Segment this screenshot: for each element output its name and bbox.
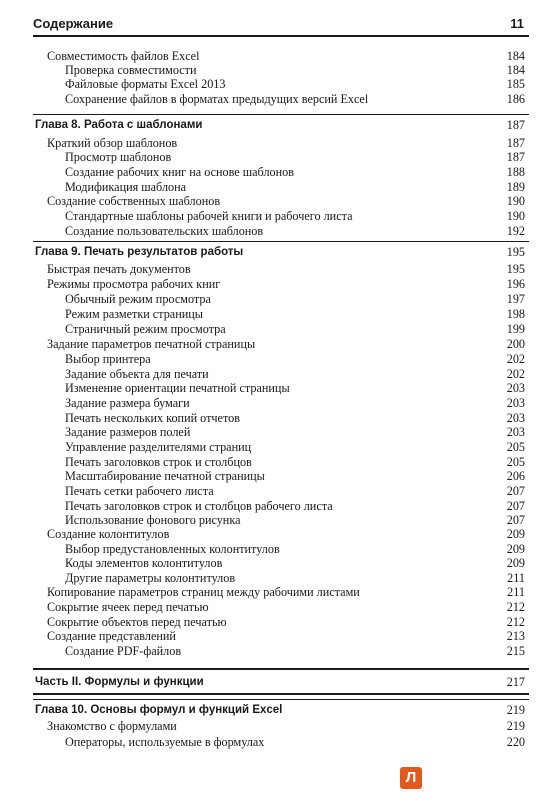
toc-entry-page: 188 bbox=[506, 165, 525, 179]
toc-entry-page: 196 bbox=[506, 277, 525, 291]
toc-entry-label: Создание колонтитулов bbox=[47, 527, 170, 541]
toc-entry-page: 206 bbox=[506, 469, 525, 483]
toc-entry-page: 190 bbox=[506, 209, 525, 223]
toc-row bbox=[33, 381, 529, 397]
toc-entry-label: Обычный режим просмотра bbox=[65, 292, 211, 306]
toc-row bbox=[33, 322, 529, 338]
toc-row bbox=[33, 440, 529, 456]
toc-entry-page: 199 bbox=[506, 322, 525, 336]
toc-entry-page: 207 bbox=[506, 513, 525, 527]
toc-entry-label: Режимы просмотра рабочих книг bbox=[47, 277, 221, 291]
toc-entry-page: 187 bbox=[506, 118, 525, 132]
toc-entry-page: 202 bbox=[506, 352, 525, 366]
toc-entry-page: 211 bbox=[507, 571, 525, 585]
toc-entry-label: Задание объекта для печати bbox=[65, 367, 209, 381]
toc-entry-label: Стандартные шаблоны рабочей книги и рабочего листа bbox=[65, 209, 353, 223]
toc-row bbox=[33, 469, 529, 485]
toc-entry-page: 209 bbox=[506, 542, 525, 556]
toc-entry-label: Задание размера бумаги bbox=[65, 396, 190, 410]
toc-row bbox=[33, 527, 529, 543]
toc-entry-label: Использование фонового рисунка bbox=[65, 513, 241, 527]
toc-entry-label: Печать заголовков строк и столбцов bbox=[65, 455, 252, 469]
toc-entry-page: 190 bbox=[506, 194, 525, 208]
toc-row bbox=[33, 735, 529, 751]
toc-chapter-row bbox=[33, 118, 529, 134]
toc-row bbox=[33, 165, 529, 181]
toc-entry-page: 200 bbox=[506, 337, 525, 351]
toc-entry-label: Сокрытие ячеек перед печатью bbox=[47, 600, 209, 614]
toc-entry-label: Задание параметров печатной страницы bbox=[47, 337, 256, 351]
toc-entry-label: Режим разметки страницы bbox=[65, 307, 203, 321]
toc-entry-page: 209 bbox=[506, 556, 525, 570]
toc-entry-label: Создание рабочих книг на основе шаблонов bbox=[65, 165, 294, 179]
toc-entry-page: 215 bbox=[506, 644, 525, 658]
toc-entry-label: Создание пользовательских шаблонов bbox=[65, 224, 264, 238]
toc-entry-label: Копирование параметров страниц между рабочими листами bbox=[47, 585, 360, 599]
toc-entry-page: 212 bbox=[506, 615, 525, 629]
toc-entry-page: 195 bbox=[506, 245, 525, 259]
toc-entry-page: 209 bbox=[506, 527, 525, 541]
toc-entry-page: 203 bbox=[506, 425, 525, 439]
toc-entry-label: Создание представлений bbox=[47, 629, 176, 643]
toc-row bbox=[33, 224, 529, 240]
toc-entry-page: 187 bbox=[506, 150, 525, 164]
toc-entry-page: 186 bbox=[506, 92, 525, 106]
toc-row bbox=[33, 292, 529, 308]
toc-entry-page: 192 bbox=[506, 224, 525, 238]
toc-row bbox=[33, 262, 529, 278]
section-divider bbox=[33, 114, 529, 115]
toc-row bbox=[33, 629, 529, 645]
toc-entry-label: Сохранение файлов в форматах предыдущих версий Excel bbox=[65, 92, 369, 106]
toc-entry-page: 207 bbox=[506, 484, 525, 498]
toc-entry-page: 184 bbox=[506, 63, 525, 77]
toc-entry-page: 203 bbox=[506, 396, 525, 410]
toc-entry-page: 213 bbox=[506, 629, 525, 643]
toc-row bbox=[33, 600, 529, 616]
toc-entry-label: Глава 9. Печать результатов работы bbox=[35, 246, 244, 258]
toc-row bbox=[33, 77, 529, 93]
toc-row bbox=[33, 194, 529, 210]
toc-entry-label: Страничный режим просмотра bbox=[65, 322, 226, 336]
toc-entry-label: Другие параметры колонтитулов bbox=[65, 571, 236, 585]
toc-entry-page: 203 bbox=[506, 411, 525, 425]
toc-entry-label: Файловые форматы Excel 2013 bbox=[65, 77, 226, 91]
toc-entry-label: Печать заголовков строк и столбцов рабочего листа bbox=[65, 499, 333, 513]
toc-entry-page: 187 bbox=[506, 136, 525, 150]
toc-entry-label: Создание PDF-файлов bbox=[65, 644, 182, 658]
toc-entry-label: Печать сетки рабочего листа bbox=[65, 484, 214, 498]
page-header bbox=[33, 13, 529, 37]
toc-entry-label: Сокрытие объектов перед печатью bbox=[47, 615, 227, 629]
toc-entry-label: Выбор принтера bbox=[65, 352, 151, 366]
toc-entry-page: 189 bbox=[506, 180, 525, 194]
section-divider bbox=[33, 699, 529, 700]
toc-entry-page: 197 bbox=[506, 292, 525, 306]
toc-entry-label: Задание размеров полей bbox=[65, 425, 191, 439]
toc-row bbox=[33, 277, 529, 293]
toc-row bbox=[33, 396, 529, 412]
toc-entry-label: Просмотр шаблонов bbox=[65, 150, 172, 164]
toc-entry-label: Печать нескольких копий отчетов bbox=[65, 411, 240, 425]
page-number: 11 bbox=[510, 16, 524, 31]
toc-entry-label: Коды элементов колонтитулов bbox=[65, 556, 223, 570]
toc-entry-page: 219 bbox=[506, 719, 525, 733]
toc-entry-page: 212 bbox=[506, 600, 525, 614]
publisher-logo-icon: Л bbox=[400, 767, 422, 789]
toc-row bbox=[33, 585, 529, 601]
toc-entry-label: Глава 8. Работа с шаблонами bbox=[35, 119, 203, 131]
toc-row bbox=[33, 307, 529, 323]
toc-row bbox=[33, 719, 529, 735]
toc-entry-page: 207 bbox=[506, 499, 525, 513]
toc-entry-page: 198 bbox=[506, 307, 525, 321]
toc-entry-label: Часть II. Формулы и функции bbox=[35, 676, 204, 688]
toc-entry-page: 219 bbox=[506, 703, 525, 717]
toc-chapter-row bbox=[33, 245, 529, 261]
toc-row bbox=[33, 337, 529, 353]
toc-row bbox=[33, 150, 529, 166]
toc-entry-page: 195 bbox=[506, 262, 525, 276]
toc-entry-page: 220 bbox=[506, 735, 525, 749]
toc-entry-label: Быстрая печать документов bbox=[47, 262, 191, 276]
toc-entry-label: Проверка совместимости bbox=[65, 63, 197, 77]
toc-entry-label: Знакомство с формулами bbox=[47, 719, 177, 733]
toc-entry-label: Масштабирование печатной страницы bbox=[65, 469, 265, 483]
toc-chapter-row bbox=[33, 675, 529, 691]
section-divider bbox=[33, 241, 529, 242]
toc-entry-page: 184 bbox=[506, 49, 525, 63]
page-title: Содержание bbox=[33, 16, 114, 31]
toc-entry-page: 211 bbox=[507, 585, 525, 599]
toc-entry-label: Совместимость файлов Excel bbox=[47, 49, 200, 63]
toc-row bbox=[33, 425, 529, 441]
toc-entry-label: Модификация шаблона bbox=[65, 180, 187, 194]
toc-entry-label: Изменение ориентации печатной страницы bbox=[65, 381, 290, 395]
toc-row bbox=[33, 556, 529, 572]
section-divider bbox=[33, 668, 529, 670]
toc-row bbox=[33, 484, 529, 500]
toc-entry-label: Выбор предустановленных колонтитулов bbox=[65, 542, 280, 556]
toc-row bbox=[33, 644, 529, 660]
toc-chapter-row bbox=[33, 703, 529, 719]
toc-entry-label: Создание собственных шаблонов bbox=[47, 194, 221, 208]
toc-entry-page: 205 bbox=[506, 440, 525, 454]
toc-row bbox=[33, 92, 529, 108]
toc-entry-page: 205 bbox=[506, 455, 525, 469]
toc-row bbox=[33, 209, 529, 225]
toc-entry-page: 202 bbox=[506, 367, 525, 381]
toc-entry-label: Управление разделителями страниц bbox=[65, 440, 252, 454]
toc-entry-label: Операторы, используемые в формулах bbox=[65, 735, 265, 749]
toc-row bbox=[33, 352, 529, 368]
toc-entry-label: Краткий обзор шаблонов bbox=[47, 136, 178, 150]
toc-entry-page: 203 bbox=[506, 381, 525, 395]
toc-entry-label: Глава 10. Основы формул и функций Excel bbox=[35, 704, 283, 716]
toc-entry-page: 185 bbox=[506, 77, 525, 91]
toc-entry-page: 217 bbox=[506, 675, 525, 689]
section-divider bbox=[33, 693, 529, 695]
